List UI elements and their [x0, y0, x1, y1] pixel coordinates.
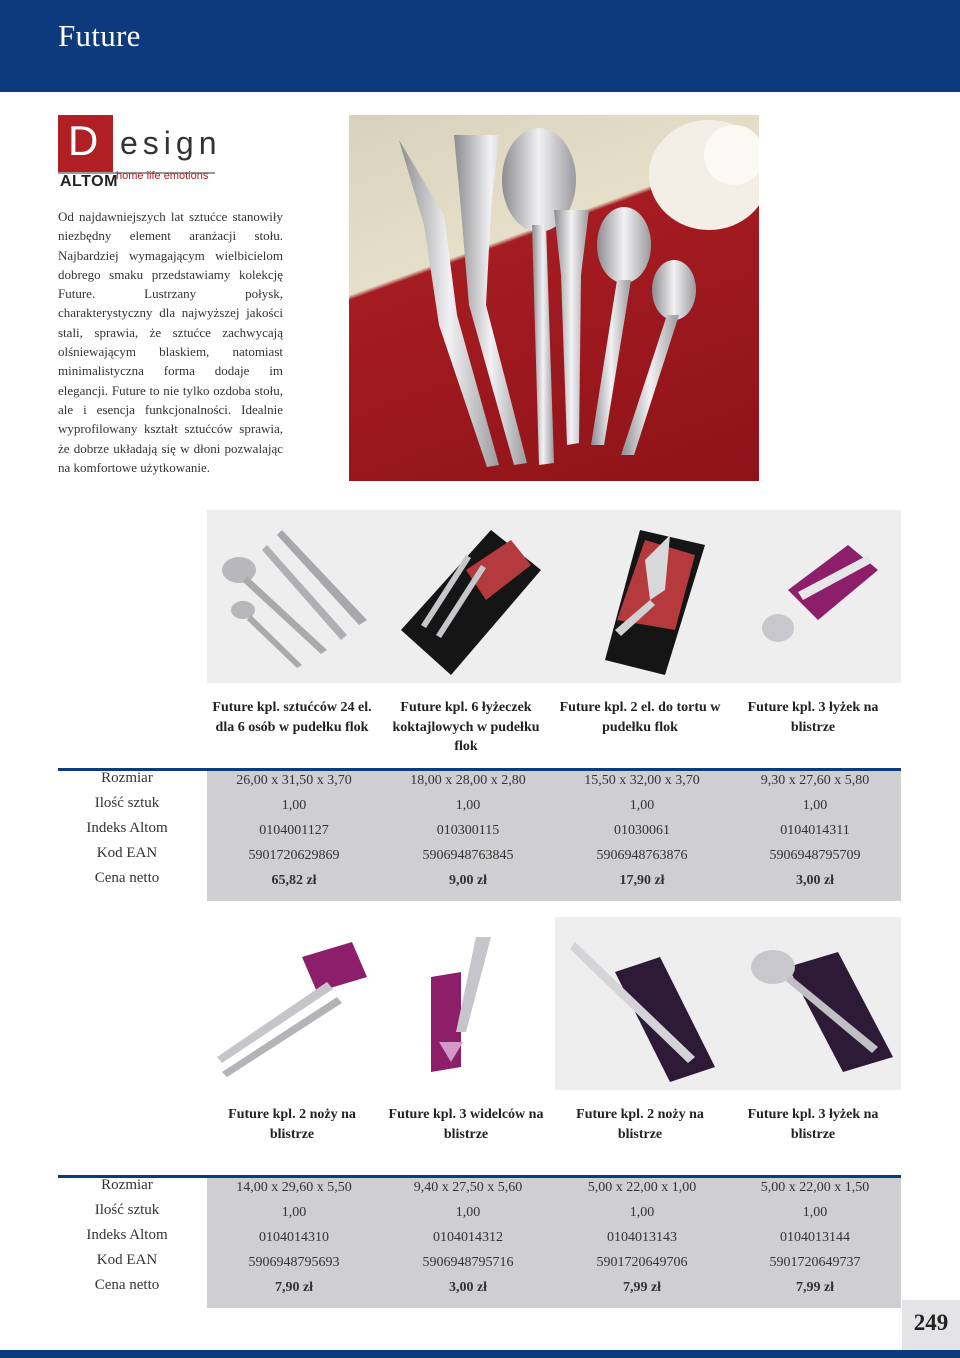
cell-price: 7,90 zł — [274, 1280, 314, 1295]
blister-knife-icon — [555, 917, 728, 1090]
cell-price: 7,99 zł — [795, 1280, 835, 1295]
cell-size: 15,50 x 32,00 x 3,70 — [584, 773, 700, 788]
cell-size: 9,30 x 27,60 x 5,80 — [760, 773, 870, 788]
row-label-qty: Ilość sztuk — [94, 1202, 160, 1218]
boxed-spoons-icon — [381, 510, 555, 683]
page-number: 249 — [913, 1310, 949, 1335]
cell-ean: 5901720629869 — [248, 848, 340, 863]
logo-tagline: home life emotions — [116, 170, 209, 182]
cell-qty: 1,00 — [802, 798, 828, 813]
blister-spoon-icon — [728, 917, 901, 1090]
intro-text: Od najdawniejszych lat sztućce stanowiły niezbędny element aranżacji stołu. Najbardziej wymagającym wielbicielom dobrego smaku przedstawiamy kolekcję Future. Lustrzany połysk, charakterystyczny dla najwyższej jakości stali, sprawia, że sztućce zachwycają olśniewającym blaskiem, natomiast minimalistyczna forma dodaje im elegancji. Future to nie tylko ozdoba stołu, ale i esencja funkcjonalności. Idealnie wyprofilowany kształt sztućców sprawia, że dobrze układają się w dłoni pozwalając na komfortowe użytkowanie. — [58, 209, 283, 475]
cell-ean: 5906948795716 — [422, 1255, 514, 1270]
cell-price: 65,82 zł — [271, 873, 317, 888]
cell-index: 0104001127 — [259, 823, 329, 838]
row-label-price: Cena netto — [94, 870, 160, 886]
product-photo-7 — [555, 917, 728, 1090]
cell-price: 3,00 zł — [448, 1280, 488, 1295]
product-photo-3 — [555, 510, 728, 683]
cell-price: 7,99 zł — [622, 1280, 662, 1295]
product-photo-8 — [728, 917, 901, 1090]
row-label-size: Rozmiar — [101, 1177, 153, 1193]
row-label-index: Indeks Altom — [86, 820, 168, 836]
design-altom-logo — [58, 115, 228, 195]
cell-size: 5,00 x 22,00 x 1,00 — [587, 1180, 697, 1195]
product-name-6: Future kpl. 3 widelców na blistrze — [388, 1107, 544, 1142]
blister-forks-icon — [381, 917, 555, 1090]
page-header — [0, 0, 960, 92]
cell-price: 9,00 zł — [448, 873, 488, 888]
row-label-size: Rozmiar — [101, 770, 153, 786]
product-photo-5 — [207, 917, 381, 1090]
row-label-price: Cena netto — [94, 1277, 160, 1293]
cell-size: 9,40 x 27,50 x 5,60 — [413, 1180, 523, 1195]
cell-qty: 1,00 — [455, 798, 481, 813]
cutlery-set-icon — [207, 510, 381, 683]
boxed-cake-server-icon — [555, 510, 728, 683]
cell-price: 17,90 zł — [619, 873, 665, 888]
cell-index: 010300115 — [436, 823, 500, 838]
cell-size: 5,00 x 22,00 x 1,50 — [760, 1180, 870, 1195]
product-name-5: Future kpl. 2 noży na blistrze — [228, 1107, 356, 1142]
row-label-index: Indeks Altom — [86, 1227, 168, 1243]
blister-knives-icon — [207, 917, 381, 1090]
cell-index: 0104014311 — [780, 823, 850, 838]
cell-qty: 1,00 — [455, 1205, 481, 1220]
page-title: Future — [58, 18, 141, 53]
logo-altom-text: ALTOM — [60, 173, 118, 190]
cell-ean: 5906948763845 — [422, 848, 514, 863]
cell-qty: 1,00 — [629, 1205, 655, 1220]
logo-esign-text: esign — [120, 125, 222, 161]
hero-cutlery-photo — [349, 115, 759, 481]
cell-qty: 1,00 — [281, 1205, 307, 1220]
logo-d-letter: D — [68, 117, 99, 164]
cell-size: 18,00 x 28,00 x 2,80 — [410, 773, 526, 788]
product-photo-6 — [381, 917, 555, 1090]
cell-ean: 5901720649706 — [596, 1255, 688, 1270]
row-label-ean: Kod EAN — [96, 1252, 158, 1268]
cell-price: 3,00 zł — [795, 873, 835, 888]
product-photo-1 — [207, 510, 381, 683]
blister-spoons-icon — [728, 510, 901, 683]
hero-cutlery-illustration — [349, 115, 759, 481]
cell-size: 14,00 x 29,60 x 5,50 — [236, 1180, 352, 1195]
cell-qty: 1,00 — [629, 798, 655, 813]
cell-ean: 5906948795709 — [769, 848, 861, 863]
product-name-3: Future kpl. 2 el. do tortu w pudełku flok — [559, 700, 721, 735]
bottom-bar — [0, 1350, 960, 1358]
product-photo-4 — [728, 510, 901, 683]
product-name-7: Future kpl. 2 noży na blistrze — [576, 1107, 704, 1142]
cell-qty: 1,00 — [281, 798, 307, 813]
cell-ean: 5906948795693 — [248, 1255, 340, 1270]
cell-index: 0104014312 — [433, 1230, 503, 1245]
product-name-8: Future kpl. 3 łyżek na blistrze — [747, 1107, 879, 1142]
row-label-ean: Kod EAN — [96, 845, 158, 861]
cell-index: 0104014310 — [259, 1230, 329, 1245]
cell-size: 26,00 x 31,50 x 3,70 — [236, 773, 352, 788]
product-name-4: Future kpl. 3 łyżek na blistrze — [747, 700, 879, 735]
cell-index: 01030061 — [614, 823, 670, 838]
product-name-2: Future kpl. 6 łyżeczek koktajlowych w pudełku flok — [392, 700, 540, 754]
logo-red-block — [58, 115, 113, 172]
cell-qty: 1,00 — [802, 1205, 828, 1220]
product-name-1: Future kpl. sztućców 24 el. dla 6 osób w pudełku flok — [212, 700, 372, 735]
page-number-box — [902, 1300, 960, 1350]
cell-ean: 5901720649737 — [769, 1255, 861, 1270]
cell-ean: 5906948763876 — [596, 848, 688, 863]
product-photo-2 — [381, 510, 555, 683]
cell-index: 0104013143 — [607, 1230, 677, 1245]
cell-index: 0104013144 — [780, 1230, 850, 1245]
row-label-qty: Ilość sztuk — [94, 795, 160, 811]
